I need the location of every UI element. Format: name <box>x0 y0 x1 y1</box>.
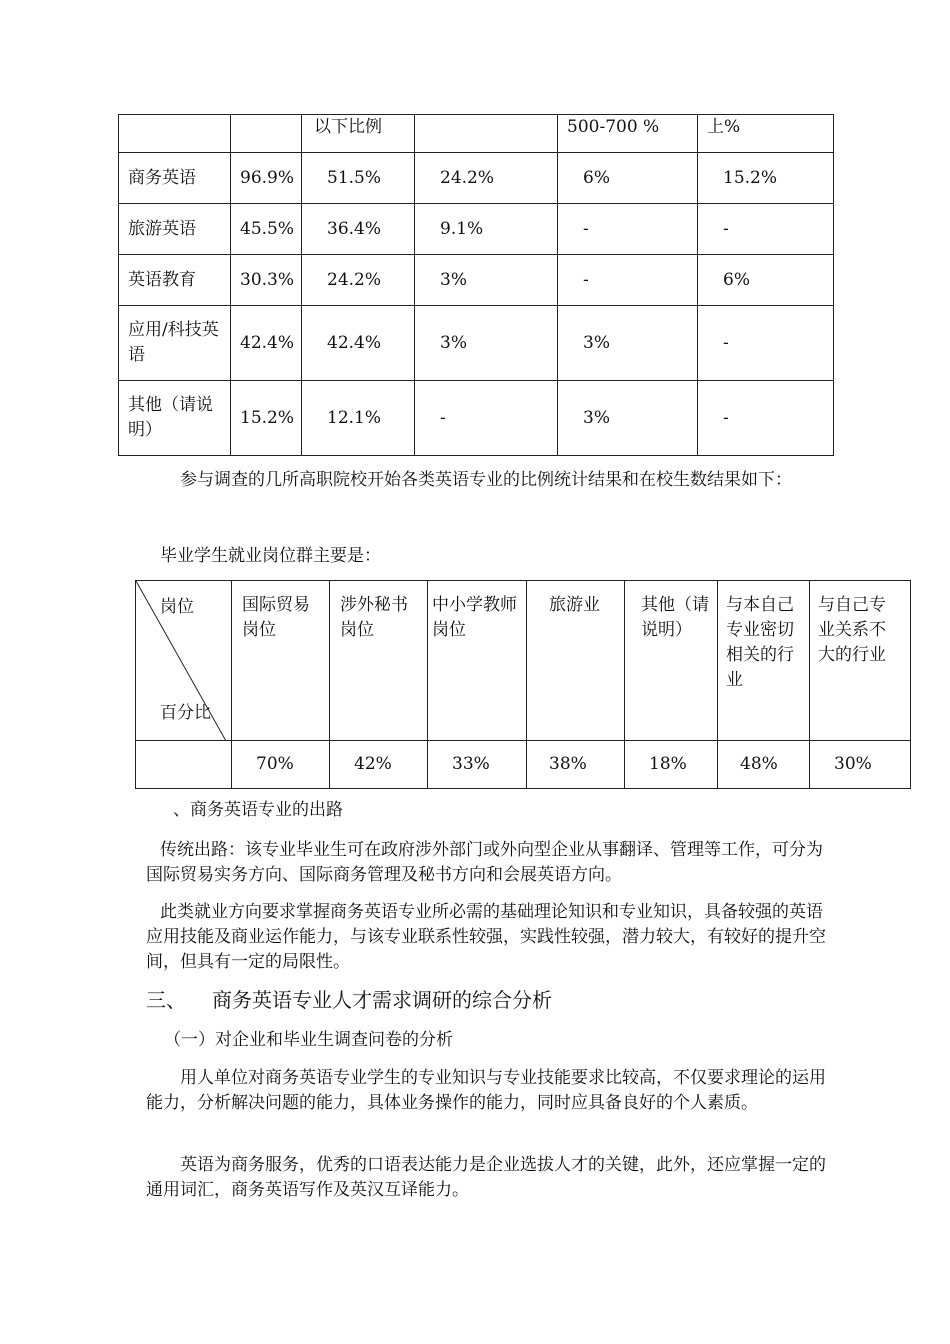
table-header-cell: 与本自己专业密切相关的行业 <box>718 581 810 741</box>
table-cell <box>119 115 231 153</box>
table-row <box>136 741 911 789</box>
table-cell: 3% <box>558 381 698 456</box>
table-header-cell: 涉外秘书岗位 <box>330 581 428 741</box>
table-header-cell: 旅游业 <box>527 581 625 741</box>
table-cell: 42% <box>330 741 428 789</box>
table-cell: - <box>698 381 834 456</box>
table-cell: - <box>558 204 698 255</box>
table-cell: 3% <box>415 306 558 381</box>
table-cell: 33% <box>428 741 527 789</box>
table-cell: 48% <box>718 741 810 789</box>
table-cell: 上% <box>698 115 834 153</box>
table-cell: 45.5% <box>231 204 302 255</box>
table-cell: 42.4% <box>231 306 302 381</box>
table-header-cell: 与自己专业关系不大的行业 <box>810 581 911 741</box>
table-cell: 15.2% <box>698 153 834 204</box>
table-cell: 6% <box>698 255 834 306</box>
table-cell: - <box>698 204 834 255</box>
table-cell: 15.2% <box>231 381 302 456</box>
section-three-number: 三、 <box>146 988 186 1012</box>
table-cell: 96.9% <box>231 153 302 204</box>
table-cell: 24.2% <box>415 153 558 204</box>
employer-paragraph: 用人单位对商务英语专业学生的专业知识与专业技能要求比较高，不仅要求理论的运用能力，分析解决问题的能力，具体业务操作的能力，同时应具备良好的个人素质。 <box>146 1068 826 1113</box>
table-cell <box>136 741 232 789</box>
traditional-outlet-paragraph: 传统出路：该专业毕业生可在政府涉外部门或外向型企业从事翻译、管理等工作，可分为国际贸易实务方向、国际商务管理及秘书方向和会展英语方向。 <box>146 840 823 885</box>
table-cell: 3% <box>415 255 558 306</box>
jobs-intro: 毕业学生就业岗位群主要是： <box>160 546 381 566</box>
english-paragraph: 英语为商务服务，优秀的口语表达能力是企业选拔人才的关键，此外，还应掌握一定的通用词汇，商务英语写作及英汉互译能力。 <box>146 1155 826 1200</box>
major-name: 英语教育 <box>119 255 231 306</box>
table-cell: 36.4% <box>302 204 415 255</box>
table-cell: 51.5% <box>302 153 415 204</box>
table-row <box>119 204 834 255</box>
table-cell: 70% <box>232 741 330 789</box>
table-cell: 30.3% <box>231 255 302 306</box>
table-row <box>119 381 834 456</box>
requirements-paragraph: 此类就业方向要求掌握商务英语专业所必需的基础理论知识和专业知识，具备较强的英语应用技能及商业运作能力，与该专业联系性较强，实践性较强，潜力较大，有较好的提升空间，但具有一定的局限性。 <box>146 902 826 972</box>
table-cell: 38% <box>527 741 625 789</box>
table-cell <box>415 115 558 153</box>
major-name: 应用/科技英语 <box>119 306 231 381</box>
table-cell: - <box>415 381 558 456</box>
table-cell: 30% <box>810 741 911 789</box>
corner-cell <box>136 581 232 741</box>
table-header-row <box>136 581 911 741</box>
table-cell: 6% <box>558 153 698 204</box>
subheading-survey-analysis: （一）对企业和毕业生调查问卷的分析 <box>164 1030 453 1050</box>
corner-bottom-label: 百分比 <box>160 703 211 723</box>
table-row <box>119 153 834 204</box>
table-cell: 以下比例 <box>302 115 415 153</box>
major-name: 商务英语 <box>119 153 231 204</box>
table-cell: - <box>698 306 834 381</box>
table-cell: 12.1% <box>302 381 415 456</box>
table-cell: 500-700 % <box>558 115 698 153</box>
major-name: 旅游英语 <box>119 204 231 255</box>
table-cell: 9.1% <box>415 204 558 255</box>
table-cell: 18% <box>625 741 718 789</box>
table-cell: - <box>558 255 698 306</box>
table-cell: 24.2% <box>302 255 415 306</box>
major-name: 其他（请说明） <box>119 381 231 456</box>
table-header-cell: 其他（请说明） <box>625 581 718 741</box>
table-row <box>119 306 834 381</box>
table-header-cell: 国际贸易岗位 <box>232 581 330 741</box>
table-header-cell: 中小学教师岗位 <box>428 581 527 741</box>
section-outlet-heading: 、商务英语专业的出路 <box>173 800 343 820</box>
corner-top-label: 岗位 <box>160 597 194 617</box>
job-positions-table <box>135 580 911 789</box>
table-cell: 42.4% <box>302 306 415 381</box>
table-cell <box>231 115 302 153</box>
table-header-row <box>119 115 834 153</box>
major-ratio-table <box>118 114 834 456</box>
section-three-title: 商务英语专业人才需求调研的综合分析 <box>212 988 552 1012</box>
survey-paragraph: 参与调查的几所高职院校开始各类英语专业的比例统计结果和在校生数结果如下： <box>180 470 792 490</box>
table-cell: 3% <box>558 306 698 381</box>
table-row <box>119 255 834 306</box>
